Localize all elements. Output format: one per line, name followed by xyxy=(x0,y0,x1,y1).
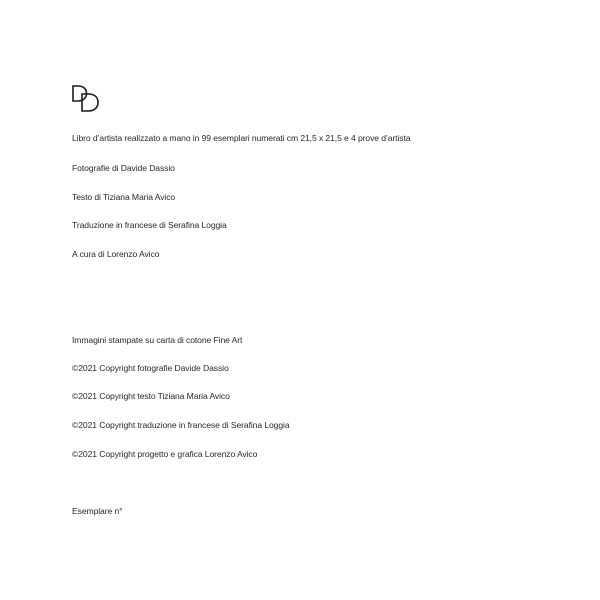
edition-description: Libro d’artista realizzato a mano in 99 esemplari numerati cm 21,5 x 21,5 e 4 prove d’artista xyxy=(72,133,411,143)
copyright-translation: ©2021 Copyright traduzione in francese di Serafina Loggia xyxy=(72,420,290,430)
copyright-text: ©2021 Copyright testo Tiziana Maria Avico xyxy=(72,391,230,401)
copy-number-label: Esemplare n° xyxy=(72,506,123,516)
printing-note: Immagini stampate su carta di cotone Fine Art xyxy=(72,335,243,345)
photos-credit: Fotografie di Davide Dassio xyxy=(72,163,175,173)
copyright-design: ©2021 Copyright progetto e grafica Lorenzo Avico xyxy=(72,449,258,459)
translation-credit: Traduzione in francese di Serafina Loggia xyxy=(72,220,227,230)
dd-monogram-icon xyxy=(71,84,101,114)
curator-credit: A cura di Lorenzo Avico xyxy=(72,249,160,259)
text-credit: Testo di Tiziana Maria Avico xyxy=(72,192,176,202)
copyright-photos: ©2021 Copyright fotografie Davide Dassio xyxy=(72,363,229,373)
